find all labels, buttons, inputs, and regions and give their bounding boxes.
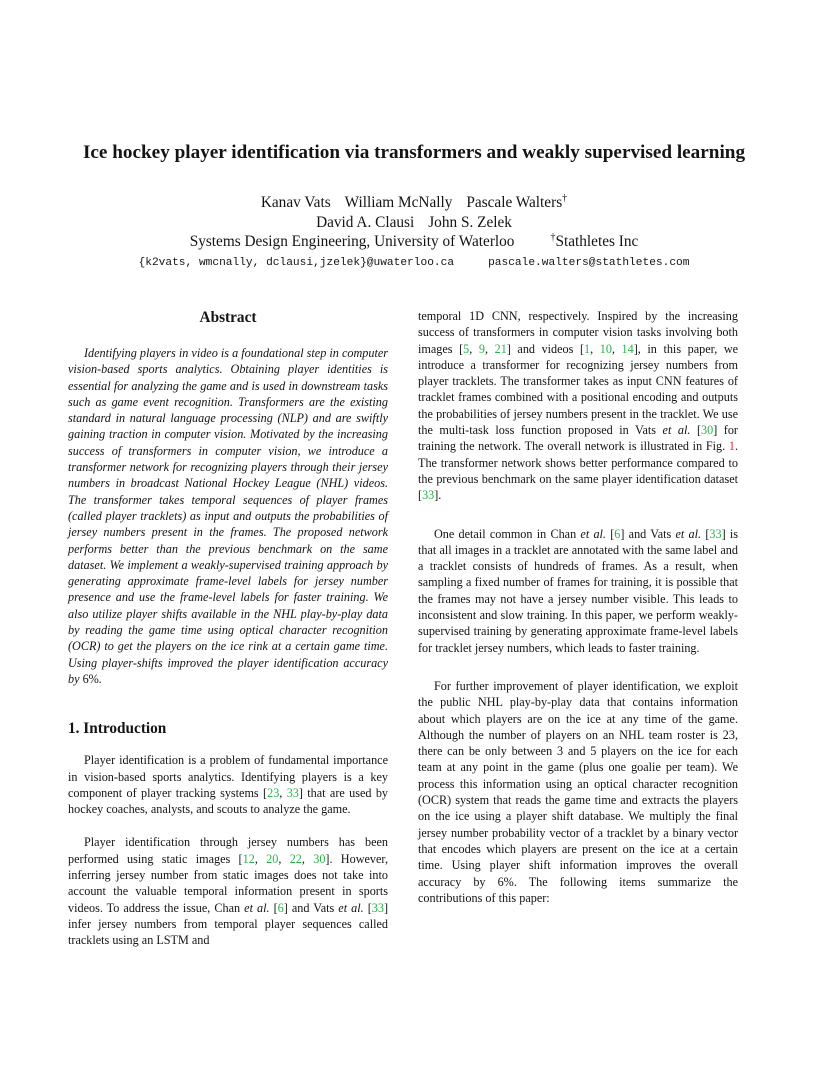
figure-link[interactable]: 1 [728, 439, 735, 454]
text-run: , [301, 851, 314, 866]
abstract-heading: Abstract [199, 309, 257, 326]
text-run: Player identification is a problem of fundamental importance in vision-based sports analytics. Identifying players is a key component of player tracking systems [ [68, 753, 388, 800]
citation-link[interactable]: 30 [701, 423, 714, 438]
text-run: Player identification through jersey numbers has been performed using static images [ [68, 835, 388, 866]
text-run: , [278, 851, 290, 866]
et-al: et al. [662, 423, 691, 438]
text-run: ] for training the network. The overall network is illustrated in Fig. [418, 423, 738, 454]
author-name: Kanav Vats [260, 194, 331, 211]
right-column [418, 308, 738, 906]
citation-link[interactable]: 33 [709, 526, 722, 541]
abstract-text [68, 345, 388, 687]
citation-link[interactable]: 33 [422, 488, 435, 503]
text-run: ]. [434, 488, 442, 503]
author-block [40, 193, 788, 252]
text-run: , [484, 341, 495, 356]
affiliation-waterloo: Systems Design Engineering, University of Waterloo [189, 233, 515, 250]
citation-link[interactable]: 1 [584, 341, 591, 356]
citation-link[interactable]: 33 [371, 900, 384, 915]
text-run: ] and Vats [620, 526, 676, 541]
et-al: et al. [675, 526, 702, 541]
text-run: One detail common in Chan [434, 526, 581, 541]
text-run: ], in this paper, we introduce a transformer for recognizing jersey numbers from player tracklets. The transformer takes as input CNN features of tracklet frames combined with a positional encoding and outputs the probabilities of jersey numbers present in the tracklet. We use the multi-task loss function proposed in Vats [418, 341, 739, 438]
citation-link[interactable]: 14 [621, 341, 634, 356]
affiliation-mark: † [562, 193, 568, 204]
author-line-1 [40, 193, 788, 213]
citation-link[interactable]: 6 [614, 526, 621, 541]
text-run: ] infer jersey numbers from temporal player sequences called tracklets using an LSTM and [68, 900, 389, 948]
citation-link[interactable]: 20 [266, 851, 279, 866]
text-run: [ [701, 526, 710, 541]
citation-link[interactable]: 30 [313, 851, 326, 866]
citation-link[interactable]: 12 [242, 851, 255, 866]
author-name: John S. Zelek [428, 213, 512, 231]
text-run: [ [269, 900, 278, 915]
text-run: , [469, 341, 479, 356]
abstract-end: . [98, 671, 102, 686]
author-name: Pascale Walters [466, 194, 563, 211]
author-line-2 [40, 213, 788, 233]
email-waterloo: {k2vats, wmcnally, dclausi,jzelek}@uwaterloo.ca [138, 257, 455, 269]
text-run: , [611, 341, 622, 356]
paper-title: Ice hockey player identification via transformers and weakly supervised learning [82, 142, 746, 163]
text-run: [ [690, 423, 701, 438]
affiliation-stathletes: Stathletes Inc [555, 233, 639, 250]
text-run: , [254, 851, 267, 866]
citation-link[interactable]: 9 [478, 341, 485, 356]
text-run: ]. However, inferring jersey number from static images does not take into account the valuable temporal information present in sports videos. To address the issue, Chan [68, 851, 389, 915]
abstract-body: Identifying players in video is a foundational step in computer vision-based sports analytics. Obtaining player identities is essential for analyzing the game and is used in downstream tasks such as game event recognition. Transformers are the existing standard in natural language processing (NLP) and are swiftly gaining traction in computer vision. Motivated by the increasing success of transformers in computer vision, we introduce a transformer network for recognizing players through their jersey numbers in broadcast National Hockey League (NHL) videos. The transformer takes temporal sequences of player frames (called player tracklets) as input and outputs the probabilities of jersey numbers present in the frames. The proposed network performs better than the previous benchmark on the same dataset. We implement a weakly-supervised training approach by generating approximate frame-level labels for jersey number presence and use the frame-level labels for faster training. We also utilize player shifts available in the NHL play-by-play data by reading the game time using optical character recognition (OCR) to get the players on the ice rink at a certain game time. Using player-shifts improved the player identification accuracy by [68, 346, 388, 686]
text-run: , [279, 785, 287, 800]
text-run: [ [363, 900, 372, 915]
text-run: , [590, 341, 600, 356]
citation-link[interactable]: 10 [599, 341, 612, 356]
affiliation-line [40, 232, 788, 252]
author-name: William McNally [344, 194, 453, 211]
citation-link[interactable]: 23 [267, 785, 280, 800]
citation-link[interactable]: 6 [277, 900, 284, 915]
intro-paragraph-1 [68, 752, 388, 817]
text-run: For further improvement of player identification, we exploit the public NHL play-by-play data that contains information about which players are on the ice at any time of the game. Although the number of players on an NHL team roster is 23, there can be only between 3 and 5 players on the ice for each team at any point in the game (plus one goalie per team). We process this information using an optical character recognition (OCR) system that reads the game time and extracts the players on the ice using a player shift database. We multiply the final jersey number probability vector of a tracklet by a binary vector that encodes which players are present on the ice at a certain time. Using player shift information improves the overall accuracy by 6%. The following items summarize the contributions of this paper: [418, 678, 738, 905]
text-run: temporal 1D CNN, respectively. Inspired by the increasing success of transformers in computer vision tasks involving both images [ [418, 309, 738, 356]
email-stathletes: pascale.walters@stathletes.com [488, 257, 690, 269]
text-run: ] and Vats [283, 900, 339, 915]
right-paragraph-1 [418, 308, 738, 504]
et-al: et al. [338, 900, 364, 915]
right-paragraph-3 [418, 678, 738, 906]
et-al: et al. [580, 526, 606, 541]
text-run: . The transformer network shows better performance compared to the previous benchmark on the same player identification dataset [ [418, 439, 738, 503]
citation-link[interactable]: 33 [286, 785, 299, 800]
text-run: ] that are used by hockey coaches, analysts, and scouts to analyze the game. [68, 785, 389, 817]
text-run: ] is that all images in a tracklet are annotated with the same label and a tracklet consists of hundreds of frames. As a result, when sampling a fixed number of frames for training, it is possible that the frames may not have a jersey number visible. This leads to inconsistent and slow training. In this paper, we perform weakly-supervised training by generating approximate frame-level labels for tracklet jersey numbers, which leads to faster training. [418, 526, 738, 655]
intro-paragraph-2 [68, 834, 388, 948]
right-paragraph-2 [418, 526, 738, 656]
affiliation-mark: † [550, 232, 556, 243]
text-run: ] and videos [ [506, 341, 585, 356]
author-name: David A. Clausi [316, 213, 415, 231]
citation-link[interactable]: 22 [289, 851, 302, 866]
citation-link[interactable]: 5 [463, 341, 470, 356]
et-al: et al. [244, 900, 270, 915]
left-column [68, 308, 388, 949]
intro-heading: 1. Introduction [68, 720, 167, 738]
citation-link[interactable]: 21 [494, 341, 507, 356]
text-run: [ [605, 526, 615, 541]
accuracy-value: 6% [82, 671, 99, 686]
email-line [40, 256, 788, 270]
